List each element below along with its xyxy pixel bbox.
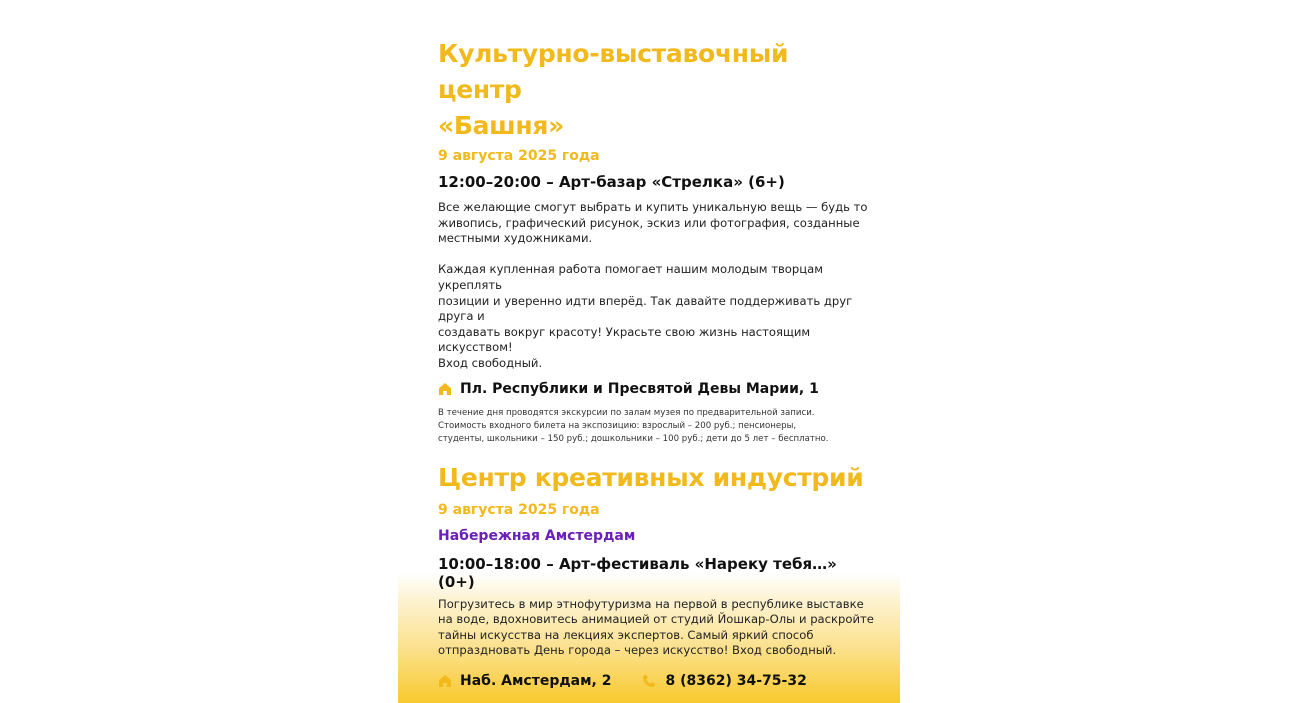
contact-row <box>438 673 878 689</box>
note-line: Стоимость входного билета на экспозицию: взрослый – 200 руб.; пенсионеры, <box>438 420 797 431</box>
ticket-info-note <box>438 407 878 446</box>
event-title-art-bazar: 12:00–20:00 – Арт-базар «Стрелка» (6+) <box>438 173 785 191</box>
event-date: 9 августа 2025 года <box>438 148 600 164</box>
event-page <box>398 0 900 703</box>
description-line: Все желающие смогут выбрать и купить уникальную вещь — будь то <box>438 200 868 214</box>
page-content <box>438 36 878 689</box>
description-line: создавать вокруг красоту! Украсьте свою жизнь настоящим искусством! <box>438 324 811 355</box>
phone-icon <box>642 674 656 688</box>
event-description <box>438 200 878 372</box>
event-description <box>438 597 878 659</box>
venue-title-line1: Культурно-выставочный центр <box>438 39 789 104</box>
event-title-art-festival: 10:00–18:00 – Арт-фестиваль «Нареку тебя…» (0+) <box>438 554 837 591</box>
venue-title-creative-center: Центр креативных индустрий <box>438 462 864 492</box>
description-line: тайны искусства на лекциях экспертов. Самый яркий способ <box>438 627 814 642</box>
note-line: В течение дня проводятся экскурсии по залам музея по предварительной записи. <box>438 407 815 418</box>
description-line: на воде, вдохновитесь анимацией от студий Йошкар-Олы и раскройте <box>438 612 874 627</box>
event-location: Набережная Амстердам <box>438 527 636 544</box>
venue-title-bashnya <box>438 36 878 144</box>
description-line: позиции и уверенно идти вперёд. Так давайте поддерживать друг друга и <box>438 293 853 324</box>
home-icon <box>438 674 452 688</box>
description-line: Вход свободный. <box>438 355 543 370</box>
description-line: Погрузитесь в мир этнофутуризма на первой в республике выставке <box>438 596 864 611</box>
venue-title-line2: «Башня» <box>438 111 565 140</box>
description-line: отпраздновать День города – через искусство! Вход свободный. <box>438 643 837 658</box>
description-line: живопись, графический рисунок, эскиз или фотография, созданные <box>438 215 860 230</box>
address-row <box>438 381 878 397</box>
event-date: 9 августа 2025 года <box>438 501 600 518</box>
description-line: местными художниками. <box>438 231 593 246</box>
venue-address: Наб. Амстердам, 2 <box>460 672 612 689</box>
venue-address: Пл. Республики и Пресвятой Девы Марии, 1 <box>460 380 819 397</box>
note-line: студенты, школьники – 150 руб.; дошкольники – 100 руб.; дети до 5 лет – бесплатно. <box>438 433 829 444</box>
phone-number: 8 (8362) 34-75-32 <box>665 672 807 689</box>
description-line: Каждая купленная работа помогает нашим молодым творцам укреплять <box>438 262 823 292</box>
home-icon <box>438 382 452 396</box>
